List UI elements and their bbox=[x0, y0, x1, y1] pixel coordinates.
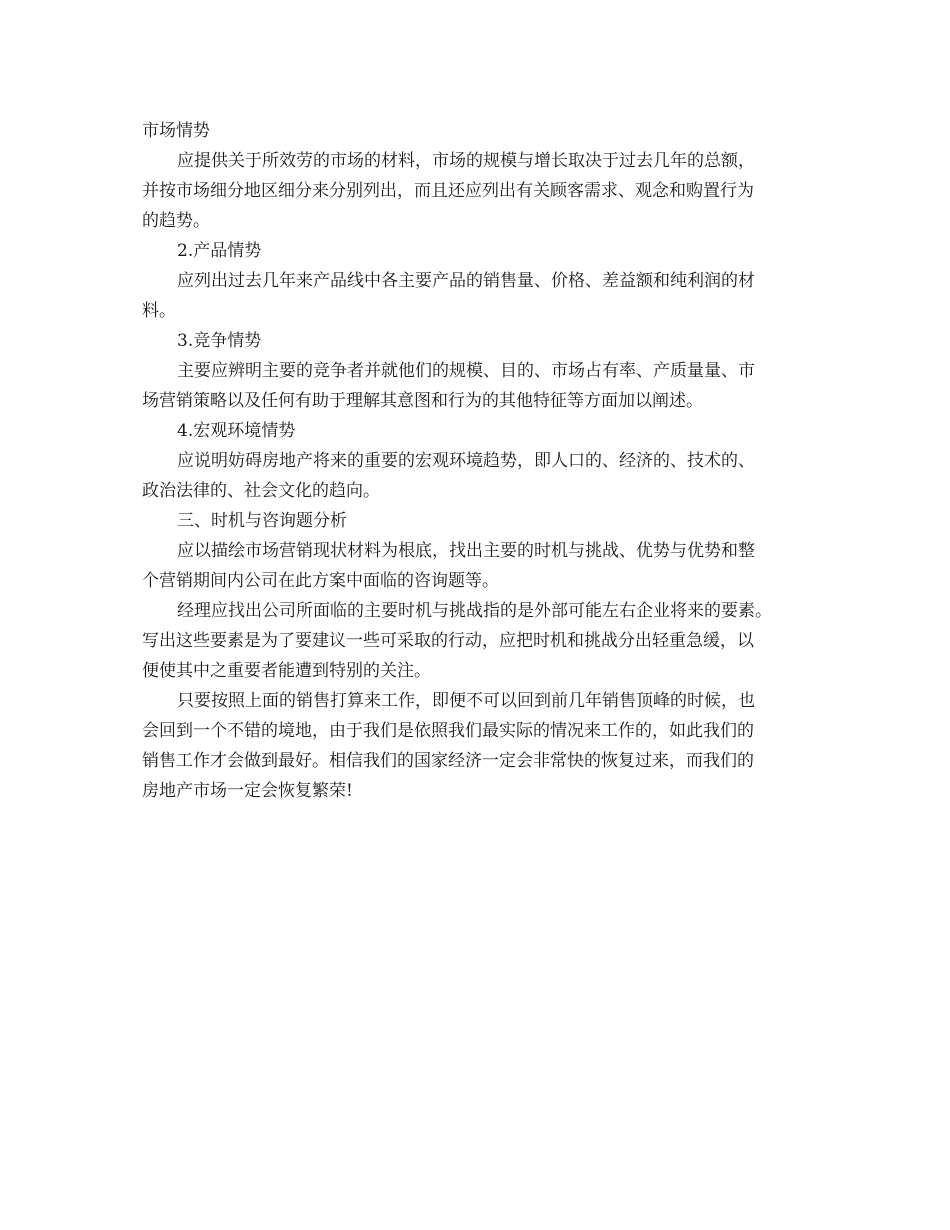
paragraph-line: 个营销期间内公司在此方案中面临的咨询题等。 bbox=[142, 571, 499, 591]
paragraph-line: 主要应辨明主要的竞争者并就他们的规模、目的、市场占有率、产质量量、市 bbox=[177, 361, 755, 381]
paragraph-line: 应说明妨碍房地产将来的重要的宏观环境趋势，即人口的、经济的、技术的、 bbox=[177, 451, 755, 471]
document-body bbox=[142, 116, 832, 806]
paragraph-line: 并按市场细分地区细分来分别列出，而且还应列出有关顾客需求、观念和购置行为 bbox=[142, 181, 754, 201]
paragraph-line: 应以描绘市场营销现状材料为根底，找出主要的时机与挑战、优势与优势和整 bbox=[177, 541, 755, 561]
paragraph-line: 场营销策略以及任何有助于理解其意图和行为的其他特征等方面加以阐述。 bbox=[142, 391, 703, 411]
paragraph-line: 应提供关于所效劳的市场的材料，市场的规模与增长取决于过去几年的总额， bbox=[177, 151, 755, 171]
section-heading-product: 2.产品情势 bbox=[177, 241, 262, 261]
paragraph-line: 应列出过去几年来产品线中各主要产品的销售量、价格、差益额和纯利润的材 bbox=[177, 271, 755, 291]
section-heading-opportunity-analysis: 三、时机与咨询题分析 bbox=[177, 511, 347, 531]
section-heading-competition: 3.竞争情势 bbox=[177, 331, 262, 351]
paragraph-line: 便使其中之重要者能遭到特别的关注。 bbox=[142, 661, 431, 681]
section-heading-macro-environment: 4.宏观环境情势 bbox=[177, 421, 296, 441]
paragraph-line: 政治法律的、社会文化的趋向。 bbox=[142, 481, 380, 501]
paragraph-line: 经理应找出公司所面临的主要时机与挑战指的是外部可能左右企业将来的要素。 bbox=[177, 601, 772, 621]
paragraph-line: 房地产市场一定会恢复繁荣! bbox=[142, 781, 353, 801]
paragraph-line: 写出这些要素是为了要建议一些可采取的行动，应把时机和挑战分出轻重急缓，以 bbox=[142, 631, 754, 651]
paragraph-line: 销售工作才会做到最好。相信我们的国家经济一定会非常快的恢复过来，而我们的 bbox=[142, 751, 754, 771]
paragraph-line: 料。 bbox=[142, 301, 176, 321]
paragraph-line: 会回到一个不错的境地，由于我们是依照我们最实际的情况来工作的，如此我们的 bbox=[142, 721, 754, 741]
paragraph-line: 只要按照上面的销售打算来工作，即便不可以回到前几年销售顶峰的时候，也 bbox=[177, 691, 755, 711]
section-title-market-situation: 市场情势 bbox=[142, 121, 210, 141]
paragraph-line: 的趋势。 bbox=[142, 211, 210, 231]
